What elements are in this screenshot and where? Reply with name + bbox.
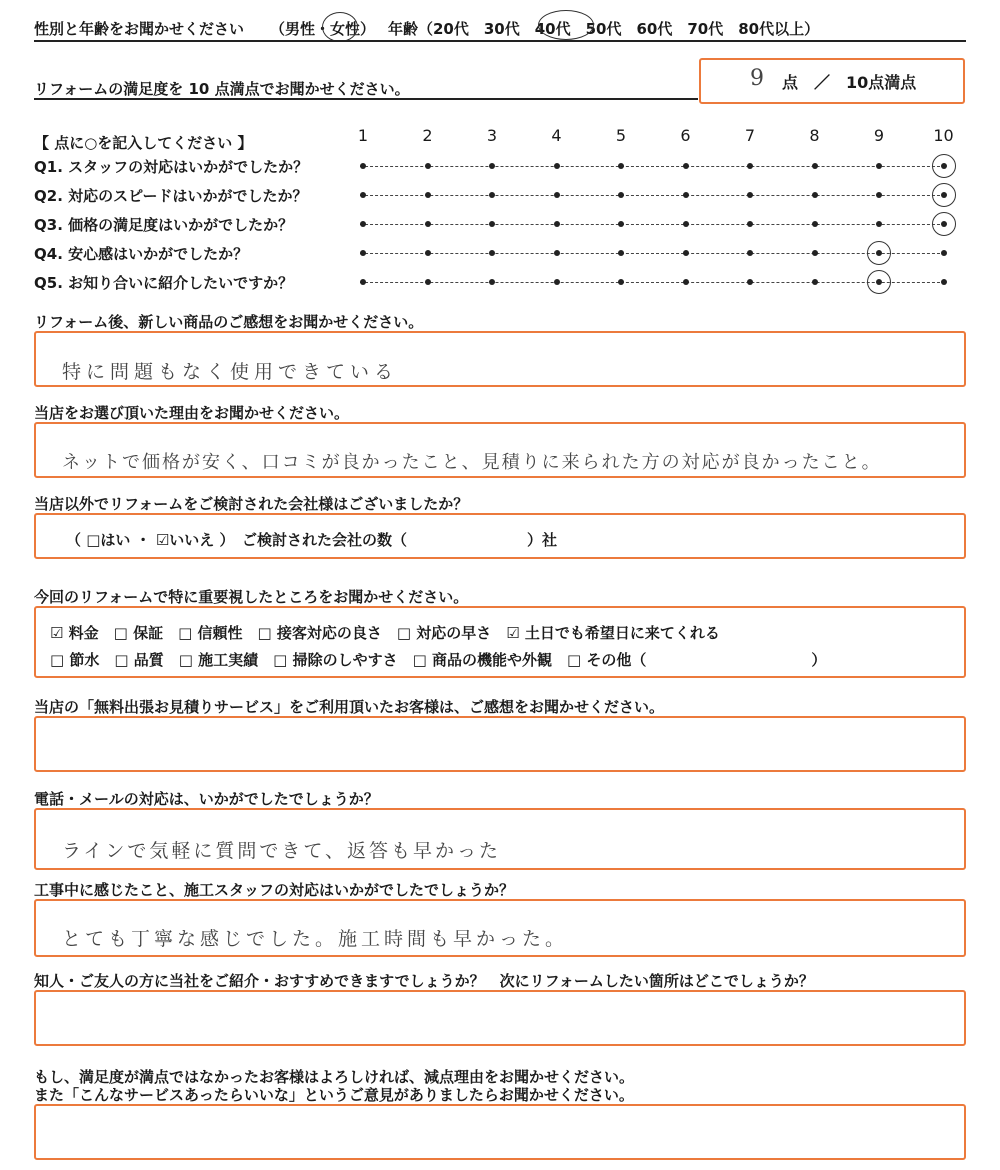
- rating-dot[interactable]: [618, 192, 624, 198]
- rating-instruction: 【 点に○を記入してください 】: [34, 134, 253, 152]
- rating-dot[interactable]: [812, 221, 818, 227]
- construction-label: 工事中に感じたこと、施工スタッフの対応はいかがでしたでしょうか？: [34, 881, 515, 899]
- scale-number-3: 3: [486, 126, 498, 145]
- rating-dot[interactable]: [489, 163, 495, 169]
- rating-dot[interactable]: [360, 163, 366, 169]
- deduction-label-1: もし、満足度が満点ではなかったお客様はよろしければ、減点理由をお聞かせください。: [34, 1068, 635, 1086]
- estimate-box[interactable]: [34, 716, 966, 772]
- rating-dot[interactable]: [683, 250, 689, 256]
- gender-female-circle: [322, 12, 358, 42]
- rating-dot[interactable]: [425, 250, 431, 256]
- rating-dot[interactable]: [489, 221, 495, 227]
- estimate-label: 当店の「無料出張お見積りサービス」をご利用頂いたお客様は、ご感想をお聞かせください。: [34, 698, 665, 716]
- rating-selected-circle: [867, 270, 891, 294]
- rating-selected-circle: [932, 212, 956, 236]
- scale-number-9: 9: [873, 126, 885, 145]
- age-label: 年齢（20代 30代 40代 50代 60代 70代 80代以上）: [388, 20, 820, 38]
- deduction-box[interactable]: [34, 1104, 966, 1160]
- phone-answer: ラインで気軽に質問できて、返答も早かった: [62, 840, 502, 862]
- rating-dot[interactable]: [812, 279, 818, 285]
- rating-selected-circle: [867, 241, 891, 265]
- rating-scale-line: [360, 253, 945, 255]
- rating-dot[interactable]: [425, 163, 431, 169]
- rating-dot[interactable]: [618, 279, 624, 285]
- scale-number-10: 10: [933, 126, 954, 145]
- construction-answer: とても丁寧な感じでした。施工時間も早かった。: [62, 928, 569, 950]
- priority-row-1: ☑ 料金 □ 保証 □ 信頼性 □ 接客対応の良さ □ 対応の早さ ☑ 土日でも希望日に来てくれる: [50, 624, 720, 642]
- rating-dot[interactable]: [683, 192, 689, 198]
- scale-number-4: 4: [551, 126, 562, 145]
- reason-answer: ネットで価格が安く、口コミが良かったこと、見積りに来られた方の対応が良かったこと。: [62, 452, 882, 473]
- rating-dot[interactable]: [554, 163, 560, 169]
- scale-number-8: 8: [809, 126, 820, 145]
- rating-dot[interactable]: [812, 163, 818, 169]
- scale-number-5: 5: [615, 126, 627, 145]
- rating-dot[interactable]: [618, 163, 624, 169]
- rating-dot[interactable]: [554, 192, 560, 198]
- rating-dot[interactable]: [360, 192, 366, 198]
- rating-dot[interactable]: [876, 163, 882, 169]
- rating-scale-line: [360, 224, 945, 226]
- rating-selected-circle: [932, 183, 956, 207]
- satisfaction-label: リフォームの満足度を 10 点満点でお聞かせください。: [34, 80, 410, 98]
- rating-dot[interactable]: [554, 279, 560, 285]
- rating-dot[interactable]: [747, 163, 753, 169]
- rating-dot[interactable]: [941, 250, 947, 256]
- rating-scale-line: [360, 195, 945, 197]
- rating-question-4: Q4. 安心感はいかがでしたか？: [34, 245, 249, 263]
- age-40-circle: [538, 10, 594, 40]
- priority-row-2: □ 節水 □ 品質 □ 施工実績 □ 掃除のしやすさ □ 商品の機能や外観 □ その他（ ）: [50, 651, 827, 669]
- header-underline: [34, 40, 966, 42]
- rating-dot[interactable]: [618, 250, 624, 256]
- rating-question-5: Q5. お知り合いに紹介したいですか？: [34, 274, 294, 292]
- referral-box[interactable]: [34, 990, 966, 1046]
- referral-label: 知人・ご友人の方に当社をご紹介・おすすめできますでしょうか？ 次にリフォームしたい箇所はどこでしょうか？: [34, 972, 814, 990]
- satisfaction-underline: [34, 98, 698, 100]
- rating-dot[interactable]: [489, 192, 495, 198]
- other-companies-label: 当店以外でリフォームをご検討された会社様はございましたか？: [34, 495, 469, 513]
- rating-dot[interactable]: [425, 192, 431, 198]
- scale-number-2: 2: [422, 126, 433, 145]
- rating-dot[interactable]: [425, 221, 431, 227]
- other-companies-answer: （ □はい ・ ☑いいえ ） ご検討された会社の数（ ）社: [66, 531, 558, 549]
- rating-dot[interactable]: [812, 250, 818, 256]
- rating-dot[interactable]: [425, 279, 431, 285]
- rating-dot[interactable]: [360, 250, 366, 256]
- rating-dot[interactable]: [489, 279, 495, 285]
- rating-dot[interactable]: [747, 221, 753, 227]
- phone-label: 電話・メールの対応は、いかがでしたでしょうか？: [34, 790, 379, 808]
- satisfaction-unit: 点 ／ 10点満点: [782, 73, 917, 92]
- rating-question-3: Q3. 価格の満足度はいかがでしたか？: [34, 216, 294, 234]
- rating-dot[interactable]: [812, 192, 818, 198]
- rating-dot[interactable]: [876, 192, 882, 198]
- deduction-label-2: また「こんなサービスあったらいいな」というご意見がありましたらお聞かせください。: [34, 1086, 634, 1104]
- rating-dot[interactable]: [683, 279, 689, 285]
- scale-number-6: 6: [680, 126, 691, 145]
- rating-scale-line: [360, 282, 945, 284]
- rating-dot[interactable]: [554, 250, 560, 256]
- gender-options: （男性・女性）: [270, 20, 376, 38]
- gender-label: 性別と年齢をお聞かせください: [34, 20, 245, 38]
- rating-dot[interactable]: [683, 163, 689, 169]
- rating-dot[interactable]: [941, 279, 947, 285]
- reason-label: 当店をお選び頂いた理由をお聞かせください。: [34, 404, 350, 422]
- rating-dot[interactable]: [747, 279, 753, 285]
- impression-label: リフォーム後、新しい商品のご感想をお聞かせください。: [34, 313, 424, 331]
- rating-question-2: Q2. 対応のスピードはいかがでしたか？: [34, 187, 308, 205]
- rating-dot[interactable]: [360, 279, 366, 285]
- rating-dot[interactable]: [360, 221, 366, 227]
- rating-selected-circle: [932, 154, 956, 178]
- rating-dot[interactable]: [489, 250, 495, 256]
- priority-label: 今回のリフォームで特に重要視したところをお聞かせください。: [34, 588, 469, 606]
- rating-dot[interactable]: [683, 221, 689, 227]
- rating-question-1: Q1. スタッフの対応はいかがでしたか？: [34, 158, 309, 176]
- impression-answer: 特に問題もなく使用できている: [62, 361, 399, 383]
- rating-dot[interactable]: [618, 221, 624, 227]
- rating-dot[interactable]: [876, 221, 882, 227]
- rating-scale-line: [360, 166, 945, 168]
- rating-dot[interactable]: [554, 221, 560, 227]
- satisfaction-score: 9: [750, 66, 769, 91]
- scale-number-7: 7: [744, 126, 756, 145]
- rating-dot[interactable]: [747, 192, 753, 198]
- scale-number-1: 1: [357, 126, 369, 145]
- rating-dot[interactable]: [747, 250, 753, 256]
